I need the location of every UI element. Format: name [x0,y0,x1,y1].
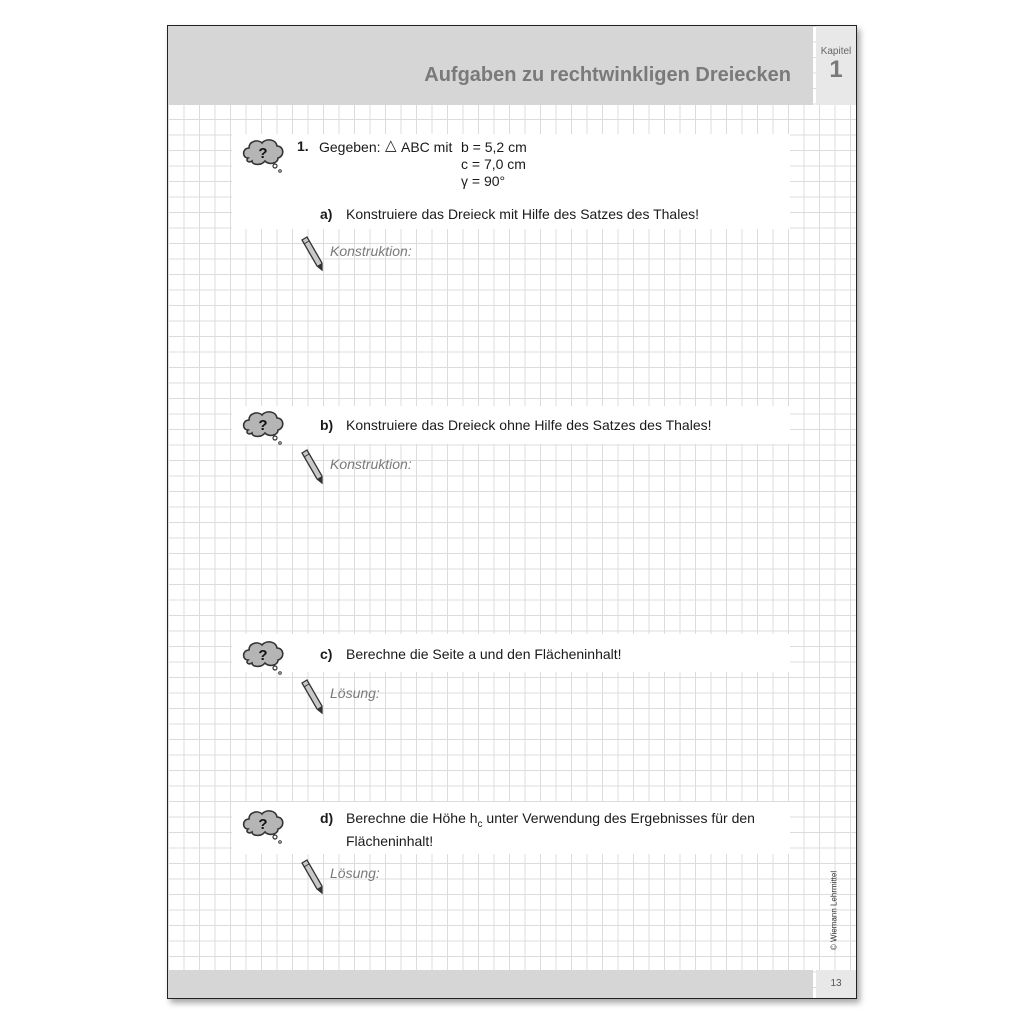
subtask-a-hint: Konstruktion: [330,243,412,259]
footer-bar [168,970,813,998]
question-thought-bubble-icon [240,638,286,678]
question-thought-bubble-icon [240,136,286,176]
chapter-box [816,26,856,105]
svg-text:?: ? [258,145,268,162]
chapter-label: Kapitel [820,46,852,57]
triangle-symbol: △ [385,137,397,154]
page-title: Aufgaben zu rechtwinkligen Dreiecken [424,64,791,86]
copyright-note [829,861,839,961]
task-number: 1. [297,138,309,154]
given-value-c: c = 7,0 cm [461,156,526,172]
subtask-d-text-after: unter Verwendung des Ergebnisses für den [482,810,755,826]
subtask-d-letter: d) [320,810,334,826]
svg-text:?: ? [258,647,268,664]
subtask-b-letter: b) [320,417,334,433]
subtask-a-text: Konstruiere das Dreieck mit Hilfe des Satzes des Thales! [346,206,700,222]
subtask-a-letter: a) [320,206,333,222]
svg-text:?: ? [258,816,268,833]
triangle-name: ABC mit [401,139,453,155]
subtask-d-subscript: c [477,818,483,830]
subtask-c-text: Berechne die Seite a und den Flächeninhalt! [346,646,622,662]
svg-text:?: ? [258,417,268,434]
subtask-d-hint: Lösung: [330,865,380,881]
subtask-c-hint: Lösung: [330,685,380,701]
given-value-b: b = 5,2 cm [461,139,527,155]
pencil-icon [299,449,327,485]
question-thought-bubble-icon [240,807,286,847]
subtask-b-hint: Konstruktion: [330,456,412,472]
subtask-d-text-before: Berechne die Höhe h [346,810,478,826]
subtask-d-text-line2: Flächeninhalt! [346,832,434,849]
worksheet-page [167,25,857,999]
subtask-b-text: Konstruiere das Dreieck ohne Hilfe des Satzes des Thales! [346,417,712,433]
given-value-gamma: γ = 90° [461,173,506,189]
header-bar [168,26,813,105]
subtask-c-letter: c) [320,646,333,662]
chapter-number: 1 [829,56,843,83]
pencil-icon [299,679,327,715]
pencil-icon [299,859,327,895]
pencil-icon [299,236,327,272]
subtask-d-text [346,810,755,850]
page-number: 13 [816,970,856,998]
question-thought-bubble-icon [240,408,286,448]
given-label: Gegeben: [319,139,381,155]
copyright-text: © Wiemann Lehrmittel [829,870,839,951]
